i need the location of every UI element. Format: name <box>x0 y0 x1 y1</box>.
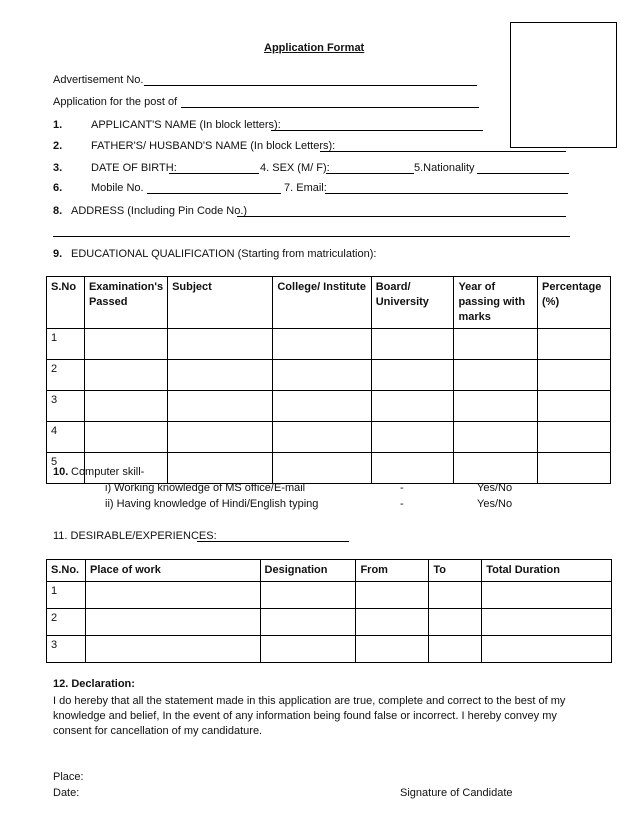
table-cell[interactable] <box>356 636 429 663</box>
computer-heading: Computer skill- <box>71 466 145 478</box>
table-cell[interactable] <box>538 391 611 422</box>
dob-label: DATE OF BIRTH: <box>91 162 177 174</box>
table-cell[interactable] <box>168 391 273 422</box>
table-cell[interactable] <box>356 609 429 636</box>
row-number: 3 <box>47 636 86 663</box>
sex-field[interactable] <box>326 173 414 174</box>
table-row <box>47 329 611 360</box>
field-1-number: 1. <box>53 119 63 131</box>
col-place-of-work: Place of work <box>85 560 260 582</box>
date-label: Date: <box>53 787 80 799</box>
row-number: 4 <box>47 422 85 453</box>
table-cell[interactable] <box>454 360 538 391</box>
table-cell[interactable] <box>454 453 538 484</box>
education-heading: EDUCATIONAL QUALIFICATION (Starting from matriculation): <box>71 248 377 260</box>
table-cell[interactable] <box>429 609 482 636</box>
table-cell[interactable] <box>482 609 612 636</box>
applicant-name-label: APPLICANT'S NAME (In block letters): <box>91 119 281 131</box>
table-row <box>47 609 612 636</box>
table-cell[interactable] <box>371 422 454 453</box>
row-number: 3 <box>47 391 85 422</box>
table-cell[interactable] <box>168 329 273 360</box>
col-sno: S.No <box>47 277 85 329</box>
experience-field[interactable] <box>197 541 349 542</box>
col-subject: Subject <box>168 277 273 329</box>
table-cell[interactable] <box>260 636 356 663</box>
table-cell[interactable] <box>85 609 260 636</box>
mobile-label: Mobile No. <box>91 182 144 194</box>
father-name-label: FATHER'S/ HUSBAND'S NAME (In block Letters): <box>91 140 336 152</box>
ms-office-value[interactable]: Yes/No <box>477 482 513 494</box>
table-cell[interactable] <box>538 422 611 453</box>
table-cell[interactable] <box>371 329 454 360</box>
place-label: Place: <box>53 771 84 783</box>
table-cell[interactable] <box>454 391 538 422</box>
field-3-number: 3. <box>53 162 63 174</box>
table-cell[interactable] <box>273 422 371 453</box>
declaration-heading: 12. Declaration: <box>53 678 135 690</box>
table-cell[interactable] <box>273 391 371 422</box>
table-cell[interactable] <box>429 636 482 663</box>
nationality-label: 5.Nationality <box>414 162 475 174</box>
table-cell[interactable] <box>538 453 611 484</box>
table-cell[interactable] <box>85 582 260 609</box>
typing-dash: - <box>400 498 404 510</box>
table-cell[interactable] <box>84 422 167 453</box>
education-heading-number: 9. <box>53 248 63 260</box>
table-cell[interactable] <box>84 360 167 391</box>
email-field[interactable] <box>325 193 568 194</box>
declaration-text: I do hereby that all the statement made in this application are true, complete and correct to the best of my knowledge and belief, In the event of any information being found false or incorrect. I hereby convey my consent for cancellation of my candidature. <box>53 695 566 737</box>
advertisement-label: Advertisement No. <box>53 74 144 86</box>
experience-heading: 11. DESIRABLE/EXPERIENCES: <box>53 530 217 542</box>
mobile-field[interactable] <box>147 193 281 194</box>
table-cell[interactable] <box>273 360 371 391</box>
table-cell[interactable] <box>429 582 482 609</box>
col-year-passing: Year of passing with marks <box>454 277 538 329</box>
post-label: Application for the post of <box>53 96 178 108</box>
col-designation: Designation <box>260 560 356 582</box>
row-number: 1 <box>47 582 86 609</box>
row-number: 2 <box>47 609 86 636</box>
table-cell[interactable] <box>482 636 612 663</box>
table-cell[interactable] <box>273 329 371 360</box>
row-number: 5 <box>47 453 85 484</box>
table-row <box>47 391 611 422</box>
table-row <box>47 636 612 663</box>
address-field-1[interactable] <box>237 216 566 217</box>
table-cell[interactable] <box>356 582 429 609</box>
col-from: From <box>356 560 429 582</box>
table-cell[interactable] <box>84 329 167 360</box>
table-cell[interactable] <box>371 391 454 422</box>
address-field-2[interactable] <box>53 236 570 237</box>
col-college: College/ Institute <box>273 277 371 329</box>
advertisement-field[interactable] <box>144 85 477 86</box>
table-cell[interactable] <box>454 422 538 453</box>
table-cell[interactable] <box>454 329 538 360</box>
field-2-number: 2. <box>53 140 63 152</box>
address-label: ADDRESS (Including Pin Code No.) <box>71 205 248 217</box>
table-cell[interactable] <box>371 453 454 484</box>
table-cell[interactable] <box>85 636 260 663</box>
father-name-field[interactable] <box>320 151 566 152</box>
col-percentage: Percentage (%) <box>538 277 611 329</box>
experience-table <box>46 559 612 663</box>
email-label: 7. Email: <box>284 182 327 194</box>
col-to: To <box>429 560 482 582</box>
table-cell[interactable] <box>168 422 273 453</box>
signature-label: Signature of Candidate <box>400 787 513 799</box>
col-board: Board/ University <box>371 277 454 329</box>
table-cell[interactable] <box>482 582 612 609</box>
table-cell[interactable] <box>260 609 356 636</box>
table-cell[interactable] <box>538 329 611 360</box>
typing-value[interactable]: Yes/No <box>477 498 513 510</box>
photo-box[interactable] <box>510 22 617 148</box>
nationality-field[interactable] <box>477 173 569 174</box>
table-cell[interactable] <box>168 360 273 391</box>
col-exam-passed: Examination's Passed <box>84 277 167 329</box>
dob-field[interactable] <box>169 173 259 174</box>
sex-label: 4. SEX (M/ F): <box>260 162 330 174</box>
table-cell[interactable] <box>260 582 356 609</box>
row-number: 1 <box>47 329 85 360</box>
applicant-name-field[interactable] <box>271 130 483 131</box>
col-sno: S.No. <box>47 560 86 582</box>
table-cell[interactable] <box>273 453 371 484</box>
ms-office-label: i) Working knowledge of MS office/E-mail <box>105 482 306 494</box>
computer-heading-number: 10. <box>53 466 69 478</box>
page-title: Application Format <box>264 42 365 54</box>
typing-label: ii) Having knowledge of Hindi/English typing <box>105 498 319 510</box>
table-row <box>47 360 611 391</box>
table-cell[interactable] <box>371 360 454 391</box>
post-field[interactable] <box>181 107 479 108</box>
field-6-number: 6. <box>53 182 63 194</box>
table-row <box>47 422 611 453</box>
ms-office-dash: - <box>400 482 404 494</box>
col-total-duration: Total Duration <box>482 560 612 582</box>
row-number: 2 <box>47 360 85 391</box>
education-table <box>46 276 611 484</box>
table-cell[interactable] <box>168 453 273 484</box>
table-cell[interactable] <box>538 360 611 391</box>
table-cell[interactable] <box>84 391 167 422</box>
table-row <box>47 582 612 609</box>
field-8-number: 8. <box>53 205 63 217</box>
